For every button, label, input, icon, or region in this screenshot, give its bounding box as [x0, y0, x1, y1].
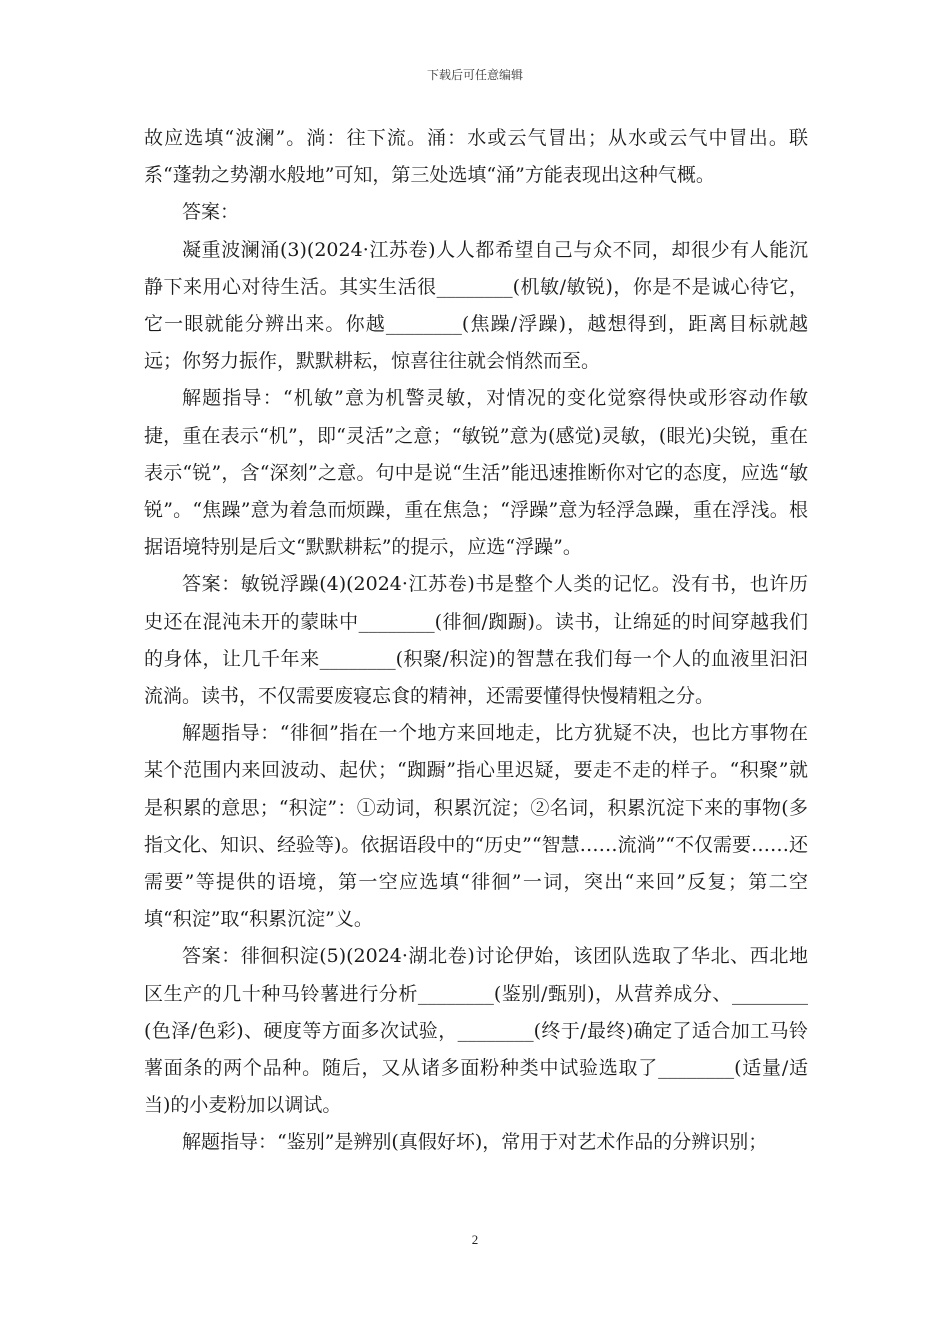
page-footer [0, 1232, 950, 1248]
paragraph-2: 答案： [182, 201, 240, 224]
paragraph-4: 解题指导：“机敏”意为机警灵敏，对情况的变化觉察得快或形容动作敏捷，重在表示“机”，即“灵活”之意；“敏锐”意为(感觉)灵敏，(眼光)尖锐，重在表示“锐”，含“深刻”之意。句中是说“生活”能迅速推断你对它的态度，应选“敏锐”。“焦躁”意为着急而烦躁，重在焦急；“浮躁”意为轻浮急躁，重在浮浅。根据语境特别是后文“默默耕耘”的提示，应选“浮躁”。 [144, 387, 808, 559]
document-body [144, 120, 808, 1162]
paragraph-8: 解题指导：“鉴别”是辨别(真假好坏)，常用于对艺术作品的分辨识别； [182, 1131, 768, 1154]
header-text: 下载后可任意编辑 [426, 68, 523, 82]
page-number: 2 [471, 1232, 479, 1247]
paragraph-5: 答案：敏锐浮躁(4)(2024·江苏卷)书是整个人类的记忆。没有书，也许历史还在混沌未开的蒙昧中________(徘徊/踟蹰)。读书，让绵延的时间穿越我们的身体，让几千年来________(积聚/积淀)的智慧在我们每一个人的血液里汩汩流淌。读书，不仅需要废寝忘食的精神，还需要懂得快慢精粗之分。 [144, 573, 808, 708]
page-header [0, 66, 950, 83]
paragraph-1: 故应选填“波澜”。淌：往下流。涌：水或云气冒出；从水或云气中冒出。联系“蓬勃之势潮水般地”可知，第三处选填“涌”方能表现出这种气概。 [144, 127, 808, 187]
paragraph-3: 凝重波澜涌(3)(2024·江苏卷)人人都希望自己与众不同，却很少有人能沉静下来用心对待生活。其实生活很________(机敏/敏锐)，你是不是诚心待它，它一眼就能分辨出来。你越________(焦躁/浮躁)，越想得到，距离目标就越远；你努力振作，默默耕耘，惊喜往往就会悄然而至。 [144, 238, 808, 373]
paragraph-6: 解题指导：“徘徊”指在一个地方来回地走，比方犹疑不决，也比方事物在某个范围内来回波动、起伏；“踟蹰”指心里迟疑，要走不走的样子。“积聚”就是积累的意思；“积淀”：①动词，积累沉淀；②名词，积累沉淀下来的事物(多指文化、知识、经验等)。依据语段中的“历史”“智慧……流淌”“不仅需要……还需要”等提供的语境，第一空应选填“徘徊”一词，突出“来回”反复；第二空填“积淀”取“积累沉淀”义。 [144, 722, 808, 931]
paragraph-7: 答案：徘徊积淀(5)(2024·湖北卷)讨论伊始，该团队选取了华北、西北地区生产的几十种马铃薯进行分析________(鉴别/甄别)，从营养成分、________(色泽/色彩)、硬度等方面多次试验，________(终于/最终)确定了适合加工马铃薯面条的两个品种。随后，又从诸多面粉种类中试验选取了________(适量/适当)的小麦粉加以调试。 [144, 945, 808, 1117]
